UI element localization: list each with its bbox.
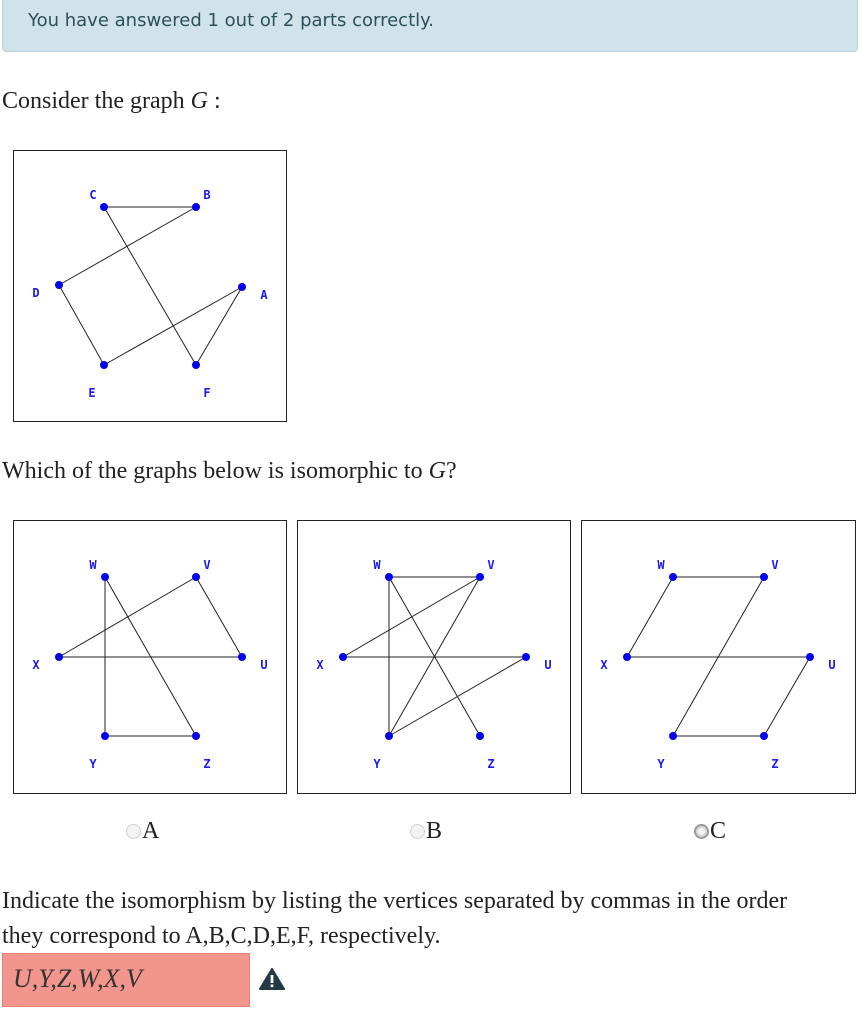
option-c-vertex-label-x: X — [600, 658, 608, 672]
option-graph-c — [581, 520, 856, 794]
option-b-vertex-label-u: U — [544, 658, 552, 672]
option-c-vertex-v — [760, 573, 768, 581]
option-a-edge-v-x — [59, 577, 196, 657]
option-graph-b — [297, 520, 571, 794]
option-label-b: B — [426, 817, 443, 844]
option-c-vertex-w — [669, 573, 677, 581]
answer-input[interactable] — [2, 953, 250, 1007]
graph-g-edge-b-d — [59, 207, 196, 285]
warning-triangle-icon — [259, 968, 285, 990]
radio-button-c[interactable] — [694, 824, 709, 839]
option-b-vertex-label-y: Y — [373, 757, 381, 771]
option-a-vertex-y — [101, 732, 109, 740]
option-c-vertex-u — [806, 653, 814, 661]
option-b-edge-v-x — [343, 577, 480, 657]
graph-g-vertex-label-f: F — [203, 386, 211, 400]
option-b-vertex-w — [385, 573, 393, 581]
graph-g-vertex-c — [100, 203, 108, 211]
graph-g-edge-c-f — [104, 207, 196, 365]
option-b-vertex-u — [522, 653, 530, 661]
graph-g-vertex-label-e: E — [88, 386, 96, 400]
option-a-vertex-v — [192, 573, 200, 581]
graph-symbol: G — [190, 88, 208, 114]
prompt-symbol: G — [428, 458, 446, 484]
option-a-vertex-w — [101, 573, 109, 581]
option-a-vertex-label-z: Z — [203, 757, 211, 771]
option-graph-c-canvas — [582, 521, 855, 793]
option-c-vertex-label-z: Z — [771, 757, 779, 771]
graph-g-vertex-f — [192, 361, 200, 369]
instruction-line-2: they correspond to A,B,C,D,E,F, respectively. — [2, 923, 441, 949]
option-graph-a-canvas — [14, 521, 286, 793]
graph-g-vertex-e — [100, 361, 108, 369]
option-label-c: C — [710, 817, 727, 844]
option-radio-b[interactable] — [410, 818, 442, 844]
option-radio-c[interactable] — [694, 818, 726, 844]
option-a-vertex-label-v: V — [203, 558, 211, 572]
prompt-prefix: Which of the graphs below is isomorphic to — [2, 458, 429, 484]
intro-prefix: Consider the graph — [2, 88, 191, 114]
option-graph-b-canvas — [298, 521, 570, 793]
feedback-message: You have answered 1 out of 2 parts correctly. — [28, 10, 434, 31]
feedback-alert — [2, 0, 858, 52]
graph-g-vertex-label-c: C — [89, 188, 97, 202]
option-b-edge-y-u — [389, 657, 526, 736]
option-a-vertex-label-w: W — [89, 558, 97, 572]
option-radio-a[interactable] — [126, 818, 159, 844]
graph-g-edge-d-e — [59, 285, 104, 365]
option-a-edge-v-u — [196, 577, 242, 657]
graph-g-canvas — [14, 151, 286, 421]
graph-g-vertex-a — [238, 283, 246, 291]
option-b-vertex-label-x: X — [316, 658, 324, 672]
option-a-vertex-label-x: X — [32, 658, 40, 672]
question-intro — [2, 84, 221, 119]
answer-value: U,Y,Z,W,X,V — [13, 964, 142, 993]
prompt-suffix: ? — [445, 458, 457, 484]
option-a-vertex-label-u: U — [260, 658, 268, 672]
option-a-vertex-label-y: Y — [89, 757, 97, 771]
option-b-vertex-label-w: W — [373, 558, 381, 572]
graph-g-vertex-d — [55, 281, 63, 289]
option-c-vertex-y — [669, 732, 677, 740]
option-c-vertex-z — [760, 732, 768, 740]
intro-suffix: : — [207, 88, 221, 114]
option-b-vertex-label-v: V — [487, 558, 495, 572]
instruction-line-1: Indicate the isomorphism by listing the vertices separated by commas in the order — [2, 888, 788, 914]
graph-g-vertex-label-b: B — [203, 188, 211, 202]
question-instruction — [2, 884, 787, 954]
graph-g-vertex-label-d: D — [32, 286, 40, 300]
option-a-vertex-z — [192, 732, 200, 740]
option-b-vertex-v — [476, 573, 484, 581]
graph-g — [13, 150, 287, 422]
option-c-vertex-label-u: U — [828, 658, 836, 672]
graph-g-edge-e-a — [104, 287, 242, 365]
option-b-vertex-y — [385, 732, 393, 740]
option-label-a: A — [142, 817, 160, 844]
graph-g-vertex-b — [192, 203, 200, 211]
graph-g-edge-a-f — [196, 287, 242, 365]
option-c-vertex-label-w: W — [657, 558, 665, 572]
option-graph-a — [13, 520, 287, 794]
option-c-edge-z-u — [764, 657, 810, 736]
option-c-vertex-x — [623, 653, 631, 661]
radio-button-a[interactable] — [126, 824, 141, 839]
option-c-vertex-label-v: V — [771, 558, 779, 572]
option-a-vertex-x — [55, 653, 63, 661]
option-c-edge-w-x — [627, 577, 673, 657]
option-b-vertex-z — [476, 732, 484, 740]
option-b-vertex-x — [339, 653, 347, 661]
option-a-vertex-u — [238, 653, 246, 661]
option-b-vertex-label-z: Z — [487, 757, 495, 771]
graph-g-vertex-label-a: A — [260, 288, 268, 302]
question-prompt — [2, 454, 457, 489]
radio-button-b[interactable] — [410, 824, 425, 839]
option-c-vertex-label-y: Y — [657, 757, 665, 771]
